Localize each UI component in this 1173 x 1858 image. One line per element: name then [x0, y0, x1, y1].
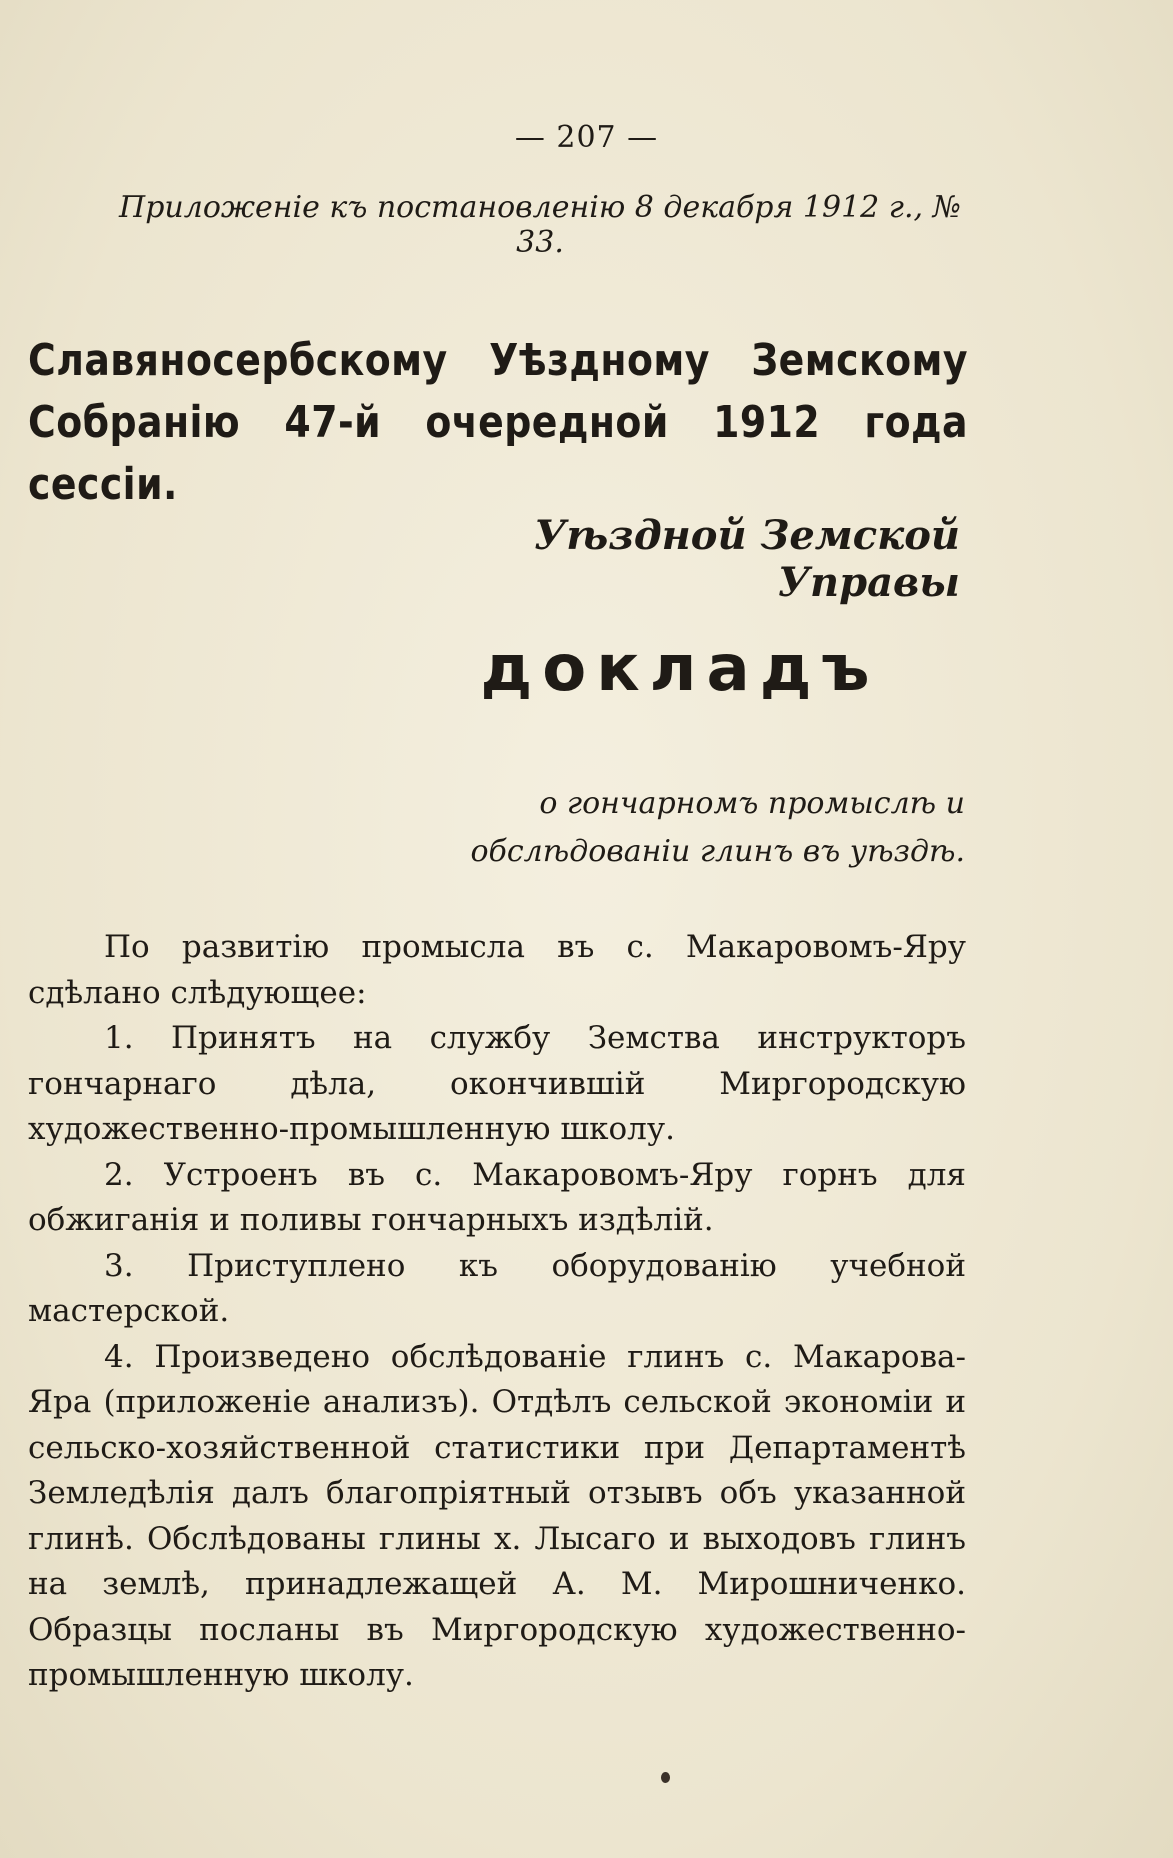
appendix-note: Приложеніе къ постановленію 8 декабря 1912 г., № 33.: [119, 190, 961, 260]
page-number: — 207 —: [514, 120, 659, 155]
body-intro: По развитію промысла въ с. Макаровомъ-Яру сдѣлано слѣдующее:: [28, 929, 966, 1011]
list-item: 1. Принятъ на службу Земства инструкторъ гончарнаго дѣла, окончившій Миргородскую художественно-промышленную школу.: [28, 1020, 966, 1147]
list-item: 3. Приступлено къ оборудованію учебной мастерской.: [28, 1247, 966, 1329]
report-title: докладъ: [480, 632, 880, 706]
page-title: Славяносербскому Уѣздному Земскому Собранію 47-й очередной 1912 года сессіи.: [28, 335, 968, 510]
list-item: 4. Произведено обслѣдованіе глинъ с. Макарова-Яра (приложеніе анализъ). Отдѣлъ сельской экономіи и сельско-хозяйственной статистики при Департаментѣ Земледѣлія далъ благопріятный отзывъ объ указанной глинѣ. Обслѣдованы глины х. Лысаго и выходовъ глинъ на землѣ, принадлежащей А. М. Мирошниченко. Образцы посланы въ Миргородскую художественно-промышленную школу.: [28, 1338, 966, 1693]
list-item: 2. Устроенъ въ с. Макаровомъ-Яру горнъ для обжиганія и поливы гончарныхъ издѣлій.: [28, 1156, 966, 1238]
ink-dot: [661, 1772, 670, 1783]
report-topic: о гончарномъ промыслѣ и обслѣдованіи глинъ въ уѣздѣ.: [470, 786, 965, 869]
body-text: [28, 925, 966, 1699]
subheading: Уѣздной Земской Управы: [533, 512, 960, 606]
